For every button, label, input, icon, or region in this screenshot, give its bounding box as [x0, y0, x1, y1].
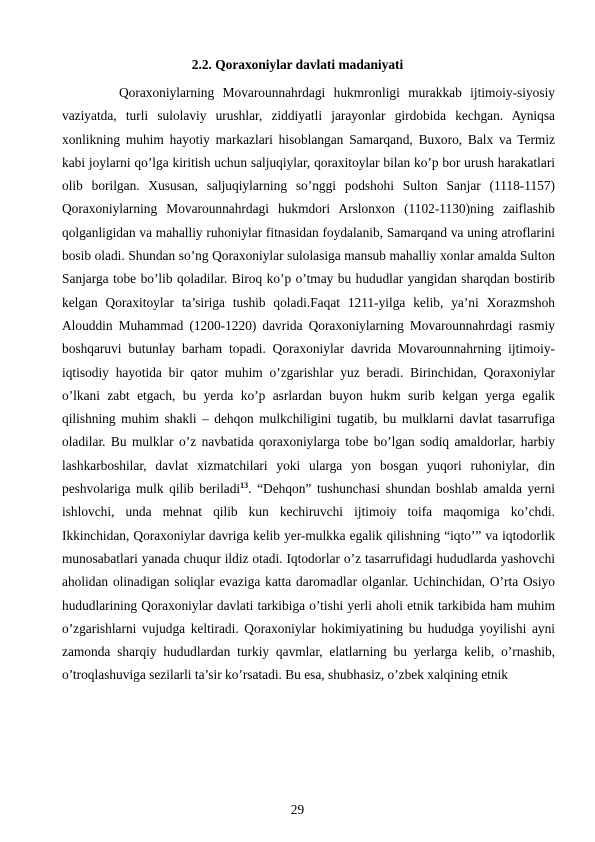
- page-number: 29: [290, 802, 305, 817]
- body-paragraph: [62, 81, 555, 687]
- paragraph-text-part-2: . “Dehqon” tushunchasi shundan boshlab amalda yerni ishlovchi, unda mehnat qilib kun kechiruvchi ijtimoiy toifa maqomiga ko’chdi. Ikkinchidan, Qoraxoniylar davriga kelib yer-mulkka egalik qilishning “iqto’” va iqtodorlik munosabatlari yanada chuqur ildiz otadi. Iqtodorlar o’z tasarrufidagi hududlarda yashovchi aholidan olinadigan soliqlar evaziga katta daromadlar olganlar. Uchinchidan, O’rta Osiyo hududlarining Qoraxoniylar davlati tarkibiga o’tishi yerli aholi etnik tarkibida ham muhim o’zgarishlarni vujudga keltiradi. Qoraxoniylar hokimiyatining bu hududga yoyilishi ayni zamonda sharqiy hududlardan turkiy qavmlar, elatlarning bu yerlarga kelib, o’rnashib, o’troqlashuviga sezilarli ta’sir ko’rsatadi. Bu esa, shubhasiz, o’zbek xalqining etnik: [62, 481, 555, 683]
- paragraph-text-part-1: Qoraxoniylarning Movarounnahrdagi hukmronligi murakkab ijtimoiy-siyosiy vaziyatda, turli sulolaviy urushlar, ziddiyatli jarayonlar girdobida kechgan. Ayniqsa xonlikning muhim hayotiy markazlari hisoblangan Samarqand, Buxoro, Balx va Termiz kabi joylarni qo’lga kiritish uchun saljuqiylar, qoraxitoylar bilan ko’p bor urush harakatlari olib borilgan. Xususan, saljuqiylarning so’nggi podshohi Sulton Sanjar (1118-1157) Qoraxoniylarning Movarounnahrdagi hukmdori Arslonxon (1102-1130)ning zaiflashib qolganligidan va mahalliy ruhoniylar fitnasidan foydalanib, Samarqand va uning atroflarini bosib oladi. Shundan so’ng Qoraxoniylar sulolasiga mansub mahalliy xonlar amalda Sulton Sanjarga tobe bo’lib qoladilar. Biroq ko’p o’tmay bu hududlar yangidan sharqdan bostirib kelgan Qoraxitoylar ta’siriga tushib qoladi.Faqat 1211-yilga kelib, ya’ni Xorazmshoh Alouddin Muhammad (1200-1220) davrida Qoraxoniylarning Movarounnahrdagi rasmiy boshqaruvi butunlay barham topadi. Qoraxoniylar davrida Movarounnahrning ijtimoiy-iqtisodiy hayotida bir qator muhim o’zgarishlar yuz beradi. Birinchidan, Qoraxoniylar o’lkani zabt etgach, bu yerda ko’p asrlardan buyon hukm surib kelgan yerga egalik qilishning muhim shakli – dehqon mulkchiligini tugatib, bu mulklarni davlat tasarrufiga oladilar. Bu mulklar o’z navbatida qoraxoniylarga tobe bo’lgan sodiq amaldorlar, harbiy lashkarboshilar, davlat xizmatchilari yoki ularga yon bosgan yuqori ruhoniylar, din peshvolariga mulk qilib beriladi: [62, 85, 555, 497]
- section-title: 2.2. Qoraxoniylar davlati madaniyati: [191, 57, 404, 72]
- footnote-marker[interactable]: 13: [240, 481, 249, 491]
